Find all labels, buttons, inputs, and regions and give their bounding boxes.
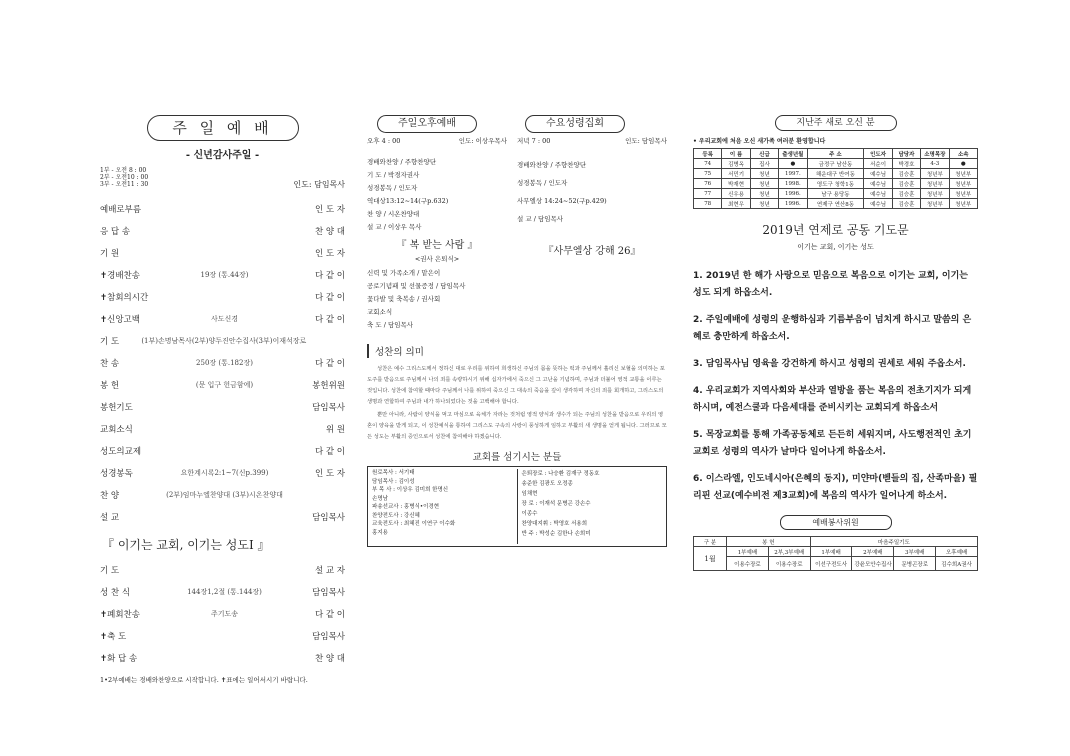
service-order-leader: 다 같 이 <box>314 271 345 281</box>
table-cell: 청년부 <box>949 189 977 199</box>
service-order-label: 기 도 <box>100 566 120 576</box>
service-order-label: 찬 양 <box>100 491 120 501</box>
table-cell: 김승훈 <box>892 179 920 189</box>
table-cell: 문병곤장로 <box>894 557 936 571</box>
staff-item: 이종수 <box>521 511 538 517</box>
service-order-row <box>100 198 345 220</box>
service-order-leader: 인 도 자 <box>314 249 345 259</box>
table-header: 출생년월 <box>779 149 807 159</box>
table-header: 3부예배 <box>894 547 936 557</box>
table-header: 1부예배 <box>810 547 852 557</box>
service-order-row <box>100 418 345 440</box>
retirement-order-item: 공로기념패 및 선물증정 / 담임목사 <box>367 282 466 290</box>
service-order-label: ✝폐회찬송 <box>100 610 140 620</box>
staff-left <box>372 469 513 544</box>
wednesday-service <box>517 115 667 332</box>
service-order-label: 설 교 <box>100 513 120 523</box>
service-times: 1부 - 오전 8 : 00 2부 - 오전10 : 00 3부 - 오전11 : 30 <box>100 167 149 188</box>
prayer-title: 2019년 연제로 공동 기도문 <box>762 223 909 237</box>
prayer-item: 1. 2019년 한 해가 사랑으로 믿음으로 복음으로 이기는 교회, 이기는 성도 되게 하옵소서. <box>693 271 969 298</box>
staff-item: 교육전도사 : 최혜진 이연구 이수화 <box>372 521 456 527</box>
staff-item: 원로목사 : 서기태 <box>372 470 415 476</box>
table-header: 담당자 <box>892 149 920 159</box>
afternoon-service <box>367 115 507 332</box>
table-cell: 77 <box>694 189 722 199</box>
table-cell: 청년부 <box>921 179 949 189</box>
service-order-label: 봉 헌 <box>100 381 120 391</box>
table-header: 1부예배 <box>727 547 769 557</box>
service-order-row <box>100 462 345 484</box>
wednesday-order-item: 설 교 / 담임목사 <box>517 215 564 223</box>
table-header: 등록 <box>694 149 722 159</box>
table-cell: 박경호 <box>892 159 920 169</box>
service-order-label: 성도의교제 <box>100 447 142 457</box>
table-cell: 예수님 <box>864 169 892 179</box>
service-order-leader: 다 같 이 <box>314 447 345 457</box>
communion-paragraph-2: 뿐만 아니라, 사람이 양식을 먹고 마심으로 육체가 자라는 것처럼 영적 양식과 생수가 되는 주님의 성찬을 받음으로 우리의 영혼이 양육을 받게 되고, 이 성찬예식을 통하여 그리스도 구속의 사랑이 풍성하게 임하고 부활의 새 생명을 얻게 됩니다. 그러므로 모든 성도는 부활의 증인으로서 성찬에 참여해야 하겠습니다. <box>367 412 667 440</box>
table-cell: 청년 <box>750 179 778 189</box>
service-order-label: 기 원 <box>100 249 120 259</box>
table-cell: 청년부 <box>921 199 949 209</box>
service-order-leader: 담임목사 <box>312 513 345 523</box>
table-header: 구 분 <box>694 537 727 547</box>
main-service-subtitle: - 신년감사주일 - <box>185 150 260 161</box>
prayer-subtitle: 이기는 교회, 이기는 성도 <box>797 243 874 251</box>
service-order-detail: 요한계시록2:1~7(신p.399) <box>180 469 269 477</box>
table-cell: 김승훈 <box>892 189 920 199</box>
main-service-title-box <box>147 115 299 141</box>
table-header: 신급 <box>750 149 778 159</box>
afternoon-order-item: 역대상13:12~14(구p.632) <box>367 197 449 205</box>
afternoon-leader: 인도: 이상우목사 <box>458 137 507 145</box>
table-header: 봉 헌 <box>727 537 811 547</box>
service-order-row <box>100 396 345 418</box>
table-header: 이 름 <box>722 149 750 159</box>
afternoon-order-item: 찬 양 / 시온찬양대 <box>367 210 420 218</box>
staff-item: 찬양전도사 : 강신혜 <box>372 512 420 519</box>
sermon-title: 『 이기는 교회, 이기는 성도Ⅰ 』 <box>102 538 270 552</box>
service-order-label: 응 답 송 <box>100 227 131 237</box>
service-order-leader: 다 같 이 <box>314 293 345 303</box>
service-order-leader: 찬 양 대 <box>314 227 345 237</box>
table-cell: 1996. <box>779 189 807 199</box>
service-order-label: 교회소식 <box>100 425 133 435</box>
retirement-ceremony-title: <권사 은퇴식> <box>414 255 460 263</box>
table-cell: 청년 <box>750 169 778 179</box>
prayer-item: 5. 목장교회를 통해 가족공동체로 든든히 세워지며, 사도행전적인 초기교회로 성령의 역사가 날마다 일어나게 하옵소서. <box>693 430 972 457</box>
table-cell: 예수님 <box>864 189 892 199</box>
service-order-detail: 250장 (통.182장) <box>196 359 253 367</box>
service-order-row <box>100 220 345 242</box>
table-header: 2부예배 <box>852 547 894 557</box>
service-order-label: 성 찬 식 <box>100 588 131 598</box>
service-order-row <box>100 440 345 462</box>
table-cell: 75 <box>694 169 722 179</box>
service-order-detail: 19장 (통.44장) <box>200 271 249 279</box>
table-cell: 1997. <box>779 169 807 179</box>
newcomer-table-header <box>694 149 978 159</box>
communion-section <box>367 344 667 443</box>
table-cell: 청년부 <box>921 189 949 199</box>
afternoon-order-item: 성경봉독 / 인도자 <box>367 184 418 192</box>
wednesday-leader: 인도: 담임목사 <box>625 137 667 145</box>
main-service-column <box>100 115 345 684</box>
table-cell: ● <box>949 159 977 169</box>
table-cell: 청년부 <box>949 199 977 209</box>
service-note: 1•2부예배는 경배와찬양으로 시작합니다. ✝표에는 일어서시기 바랍니다. <box>100 676 308 684</box>
table-header: 2부,3부예배 <box>768 547 810 557</box>
table-cell: 74 <box>694 159 722 169</box>
service-order-label: 예배로부름 <box>100 205 142 215</box>
service-order-row <box>100 559 345 581</box>
table-header: 소속 <box>949 149 977 159</box>
wednesday-sermon: 『사무엘상 강해 26』 <box>543 246 641 257</box>
newcomers-prayer-column <box>693 115 978 571</box>
service-order-label: ✝축 도 <box>100 632 127 642</box>
service-order-row <box>100 242 345 264</box>
afternoon-order-item: 경배와찬양 / 주향찬양단 <box>367 158 437 166</box>
table-row <box>694 179 978 189</box>
table-cell: 1월 <box>694 547 727 571</box>
service-order-detail: (문 입구 헌금함에) <box>195 381 254 389</box>
wednesday-order-item: 사무엘상 14:24~52(구p.429) <box>517 197 607 205</box>
service-order-row <box>100 484 345 506</box>
staff-item: 찬양대지휘 : 박영호 서용희 <box>521 521 588 527</box>
staff-item: 임채현 <box>521 491 538 497</box>
service-order-leader: 설 교 자 <box>314 566 345 576</box>
newcomer-table <box>693 148 978 209</box>
staff-title: 교회를 섬기시는 분들 <box>472 452 562 463</box>
prayer-item: 4. 우리교회가 지역사회와 부산과 열방을 품는 복음의 전초기지가 되게 하시며, 예전스쿨과 다음세대를 준비시키는 교회되게 하옵소서 <box>693 386 972 413</box>
service-order-detail: (2부)임마누엘찬양대 (3부)시온찬양대 <box>166 491 283 499</box>
staff-item: 송준한 김광도 오정종 <box>521 481 573 487</box>
order-of-service-2 <box>100 559 345 669</box>
table-cell: 강윤모안수집사 <box>852 557 894 571</box>
service-order-row <box>100 647 345 669</box>
service-order-row <box>100 603 345 625</box>
table-cell: 신우용 <box>722 189 750 199</box>
service-order-label: 기 도 <box>100 337 120 347</box>
table-cell: 서민기 <box>722 169 750 179</box>
staff-box <box>367 466 667 547</box>
service-order-label: ✝신앙고백 <box>100 315 140 325</box>
afternoon-column <box>367 115 667 547</box>
service-committee-title-box <box>780 515 892 530</box>
service-order-label: 성경봉독 <box>100 469 133 479</box>
table-cell: 78 <box>694 199 722 209</box>
service-order-detail: 사도신경 <box>210 315 239 323</box>
table-cell: 청년부 <box>921 169 949 179</box>
table-cell: 76 <box>694 179 722 189</box>
service-order-row <box>100 264 345 286</box>
table-cell: 영도구 청학1동 <box>807 179 864 189</box>
table-cell: 금정구 남산동 <box>807 159 864 169</box>
service-order-row <box>100 352 345 374</box>
service-order-detail: 주기도송 <box>210 610 239 618</box>
table-cell: 집사 <box>750 159 778 169</box>
wednesday-order-item: 성경봉독 / 인도자 <box>517 179 568 187</box>
service-order-label: ✝화 답 송 <box>100 654 138 664</box>
afternoon-sermon: 『 복 받는 사람 』 <box>396 240 478 251</box>
table-header: 소명목장 <box>921 149 949 159</box>
table-cell: 이용수장로 <box>768 557 810 571</box>
service-order-row <box>100 374 345 396</box>
retirement-order-item: 교회소식 <box>367 308 393 316</box>
service-leader: 인도: 담임목사 <box>293 180 345 189</box>
table-header: 주 소 <box>807 149 864 159</box>
service-committee-title: 예배봉사위원 <box>812 518 859 527</box>
retirement-order <box>367 267 507 332</box>
service-order-label: ✝경배찬송 <box>100 271 140 281</box>
retirement-order-item: 꽃다발 및 축복송 / 권사회 <box>367 295 441 303</box>
afternoon-order-item: 설 교 / 이상우 목사 <box>367 223 422 231</box>
staff-item: 은퇴장로 : 나승환 김재구 정동호 <box>521 471 600 477</box>
afternoon-order-item: 기 도 / 박경자권사 <box>367 171 420 179</box>
prayer-item: 3. 담임목사님 영육을 강건하게 하시고 성령의 권세로 세워 주옵소서. <box>693 359 966 369</box>
table-cell: 김승훈 <box>892 199 920 209</box>
wednesday-order <box>517 156 667 228</box>
wednesday-time: 저녁 7 : 00 <box>517 137 551 145</box>
service-order-label: ✝참회의시간 <box>100 293 149 303</box>
table-cell: 예수님 <box>864 179 892 189</box>
table-cell: 예수님 <box>864 199 892 209</box>
retirement-order-item: 축 도 / 담임목사 <box>367 321 414 329</box>
staff-section <box>367 449 667 547</box>
newcomer-title-box <box>775 115 897 131</box>
service-order-label: 찬 송 <box>100 359 120 369</box>
retirement-order-item: 신력 및 가족소개 / 맡은이 <box>367 269 441 277</box>
service-order-leader: 봉헌위원 <box>312 381 345 391</box>
service-order-leader: 위 원 <box>325 425 345 435</box>
service-order-leader: 담임목사 <box>312 632 345 642</box>
service-order-leader: 담임목사 <box>312 588 345 598</box>
afternoon-order <box>367 156 507 234</box>
table-cell: 청년 <box>750 199 778 209</box>
table-cell: ● <box>779 159 807 169</box>
table-header: 마음주일기도 <box>810 537 977 547</box>
staff-right <box>522 469 663 544</box>
newcomer-title: 지난주 새로 오신 분 <box>796 118 875 128</box>
service-order-label: 봉헌기도 <box>100 403 133 413</box>
service-order-leader: 다 같 이 <box>314 315 345 325</box>
table-cell: 최현우 <box>722 199 750 209</box>
newcomer-note: • 우리교회에 처음 오신 새가족 여러분 환영합니다 <box>693 138 826 145</box>
table-cell: 서순이 <box>864 159 892 169</box>
table-cell: 김병옥 <box>722 159 750 169</box>
table-row <box>694 159 978 169</box>
service-order-leader: 인 도 자 <box>314 469 345 479</box>
service-order-leader: 다 같 이 <box>314 610 345 620</box>
table-cell: 1996. <box>779 199 807 209</box>
wednesday-title-box <box>525 115 625 133</box>
communion-paragraph-1: 성찬은 예수 그리스도께서 정하신 대로 우리를 위하여 희생하신 주님의 몸을 뜻하는 떡과 주님께서 흘리신 보혈을 의미하는 포도주를 받음으로 주님께서 나의 죄를 속량하시기 위해 십자가에서 죽으신 그 고난을 기념하며, 주님과 더불어 영적 교통을 이루는 것입니다. 성찬에 참여할 때마다 주님께서 나를 위하여 죽으신 그 대속의 죽음을 깊이 생각하며 자신의 죄를 회개하고, 그리스도의 생명과 연합하여 주님과 내가 하나되었다는 것을 고백해야 합니다. <box>367 366 665 405</box>
main-service-title: 주 일 예 배 <box>172 119 273 137</box>
table-cell: 김승훈 <box>892 169 920 179</box>
table-header: 오후예배 <box>936 547 978 557</box>
table-cell: 이선구전도사 <box>810 557 852 571</box>
afternoon-time: 오후 4 : 00 <box>367 137 401 145</box>
table-row <box>694 199 978 209</box>
afternoon-title: 주일오후예배 <box>398 118 456 129</box>
table-row <box>694 169 978 179</box>
table-cell: 청년 <box>750 189 778 199</box>
staff-item: 부 목 사 : 이상우 김미희 한명신 <box>372 487 449 493</box>
staff-item: 반 주 : 박성순 김한나 손희미 <box>521 531 591 537</box>
table-row <box>694 189 978 199</box>
service-order-row <box>100 625 345 647</box>
table-header: 인도자 <box>864 149 892 159</box>
table-cell: 김수희A권사 <box>936 557 978 571</box>
service-committee-table <box>693 536 978 571</box>
table-cell: 청년부 <box>949 169 977 179</box>
order-of-service <box>100 198 345 528</box>
service-order-row <box>100 308 345 330</box>
service-order-leader: 다 같 이 <box>314 359 345 369</box>
wednesday-title: 수요성령집회 <box>546 118 604 129</box>
prayer-list <box>693 268 978 505</box>
staff-item: 장 로 : 이재석 문병곤 강손수 <box>521 501 591 507</box>
table-cell: 남구 용당동 <box>807 189 864 199</box>
service-order-detail: (1부)손명남목사(2부)양두진안수집사(3부)이재석장로 <box>141 337 307 345</box>
service-order-detail: 144장1,2절 (통.144장) <box>187 588 262 596</box>
table-cell: 박재현 <box>722 179 750 189</box>
afternoon-title-box <box>377 115 477 133</box>
prayer-item: 6. 이스라엘, 인도네시아(은혜의 동지), 미얀마(벧들의 집, 산족마을) 필리핀 선교(예수비전 제3교회)에 복음의 역사가 일어나게 하소서. <box>693 474 978 501</box>
service-order-leader: 찬 양 대 <box>314 654 345 664</box>
service-order-row <box>100 506 345 528</box>
service-order-row <box>100 581 345 603</box>
table-cell: 4-3 <box>921 159 949 169</box>
table-cell: 청년부 <box>949 179 977 189</box>
table-cell: 1998. <box>779 179 807 189</box>
table-cell: 연제구 연산8동 <box>807 199 864 209</box>
service-order-row <box>100 286 345 308</box>
service-order-row <box>100 330 345 352</box>
table-cell: 이용수장로 <box>727 557 769 571</box>
wednesday-order-item: 경배와찬양 / 주향찬양단 <box>517 161 587 169</box>
service-order-leader: 인 도 자 <box>314 205 345 215</box>
staff-item: 담임목사 : 김이성 <box>372 478 415 485</box>
prayer-item: 2. 주일예배에 성령의 운행하심과 기름부음이 넘치게 하시고 말씀의 은혜로 충만하게 하옵소서. <box>693 315 972 342</box>
communion-title: 성찬의 의미 <box>367 344 667 358</box>
table-cell: 해운대구 반여동 <box>807 169 864 179</box>
staff-item: 홍지용 <box>372 529 388 536</box>
staff-item: 파송선교사 : 홍병식•이경현 <box>372 504 440 510</box>
staff-item: 손명남 <box>372 495 388 502</box>
service-order-leader: 담임목사 <box>312 403 345 413</box>
